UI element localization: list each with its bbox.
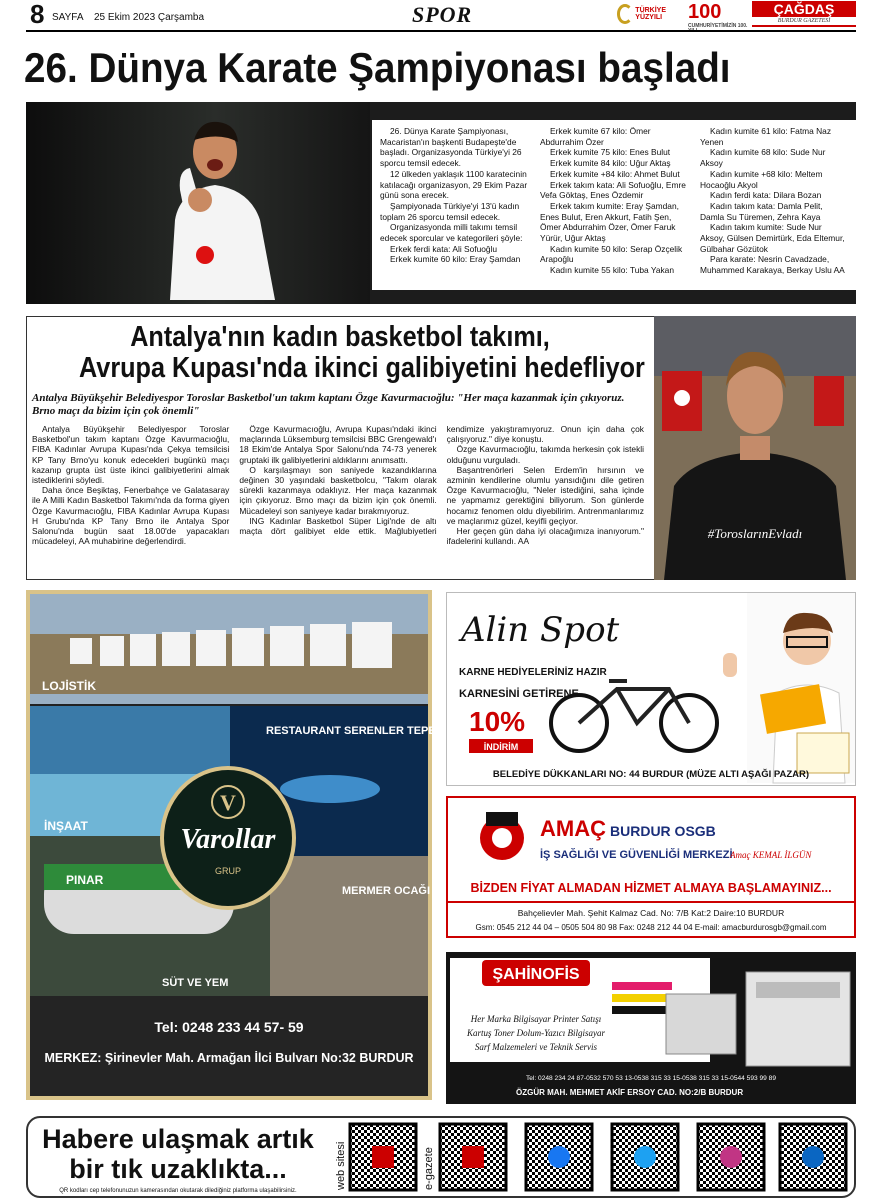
instagram-icon: [720, 1146, 742, 1168]
karate-paragraph: Erkek kumite 84 kilo: Uğur Aktaş: [550, 158, 671, 169]
page-number: 8: [30, 0, 45, 29]
karate-paragraph: Kadın kumite 55 kilo: Tuba Yakan: [550, 265, 674, 276]
varollar-logo-name: Varollar: [180, 824, 276, 855]
alin-line2: KARNESİNİ GETİRENE: [459, 688, 579, 700]
sahin-brand: ŞAHİNOFİS: [492, 966, 580, 983]
centenary-sub: CUMHURİYETİMİZİN 100.: [688, 23, 748, 29]
basketball-player-photo: [654, 316, 856, 580]
karate-paragraph: Kadın takım kumite: Sude Nur Aksoy, Gülsen Demirtürk, Eda Eltemur, Gülbahar Gözütok: [700, 222, 845, 254]
varollar-ad: [26, 590, 447, 1100]
karate-paragraph: 26. Dünya Karate Şampiyonası, Macaristan'ın başkenti Budapeşte'de başladı. Organizasyonda Türkiye'yi 26 sporcu temsil edecek.: [380, 126, 522, 169]
qr-code-instagram[interactable]: [698, 1124, 764, 1190]
karate-body-text: [372, 120, 856, 290]
jersey-text: #ToroslarınEvladı: [707, 526, 803, 541]
karate-athlete-figure: [150, 110, 280, 300]
amac-slogan: BİZDEN FİYAT ALMADAN HİZMET ALMAYA BAŞLAMAYINIZ...: [470, 881, 832, 895]
karate-paragraph: Kadın kumite 61 kilo: Fatma Naz Yenen: [700, 126, 832, 147]
amac-osgb-ad: [446, 796, 856, 938]
sahin-line3: Sarf Malzemeleri ve Teknik Servis: [474, 1042, 598, 1052]
karate-paragraph: Erkek ferdi kata: Ali Sofuoğlu: [390, 243, 498, 254]
basketball-paragraph: Başantrenörleri Selen Erdem'in hırsının ve azminin kendilerine olumlu yansıdığını dile getiren Özge Kavurmacıoğlu, "Neler istediğini, saha içinde ne yapmamız gerektiğini biliyorum. Son günlerde hocamız fenomen oldu diyebilirim. Antrenmanlarımız ve maçlarımız güzel, keyifli geçiyor.: [446, 464, 644, 526]
alin-discount: 10%: [469, 706, 526, 737]
basketball-paragraph: O karşılaşmayı son saniyede kazandıklarına değinen 30 yaşındaki basketbolcu, "Takım olarak sürekli kazanmaya odaklıyız. Her maça kazanmak için çıkıyoruz. Brno maçı da bizim için çok önemli. Mücadeleyi son saniyeye kadar bırakmıyoruz.: [239, 464, 437, 516]
qr-promo-art: [28, 1118, 854, 1196]
alin-spot-ad: [446, 592, 856, 786]
amac-owner: Amaç KEMAL İLGÜN: [730, 850, 812, 860]
qr-code-facebook[interactable]: [526, 1124, 592, 1190]
facebook-icon: [548, 1146, 570, 1168]
amac-brand: AMAÇ: [540, 816, 606, 841]
basketball-paragraph: Her geçen gün daha iyi olacağımıza inanıyorum." ifadelerini kullandı. AA: [446, 526, 644, 547]
centenary-logo: [688, 0, 748, 28]
karate-headline: 26. Dünya Karate Şampiyonası başladı: [24, 44, 731, 91]
linkedin-icon: [802, 1146, 824, 1168]
basketball-headline-line2: Avrupa Kupası'nda ikinci galibiyetini hedefliyor: [79, 352, 645, 384]
karate-paragraph: Erkek kumite +84 kilo: Ahmet Bulut: [550, 168, 680, 179]
alin-title: Alin Spot: [461, 610, 620, 650]
varollar-logo-group: GRUP: [214, 866, 242, 876]
issue-date: 25 Ekim 2023 Çarşamba: [94, 12, 205, 23]
twitter-icon: [634, 1146, 656, 1168]
turkiye-yuzyili-logo: [617, 2, 679, 26]
karate-paragraph: Kadın kumite +68 kilo: Meltem Hocaoğlu Akyol: [700, 168, 823, 190]
alin-address: BELEDİYE DÜKKANLARI NO: 44 BURDUR (MÜZE ALTI AŞAĞI PAZAR): [492, 769, 810, 780]
sahinofis-art: [446, 952, 856, 1104]
basketball-paragraph: ING Kadınlar Basketbol Süper Ligi'nde de altı maçta dört galibiyet elde ettik. Mağlubiyetleri kendimize yakıştıramıyoruz. Onun için daha çok çalışıyoruz." diye konuştu.: [239, 424, 644, 537]
karate-paragraph: Erkek kumite 67 kilo: Ömer Abdurrahim Özer: [540, 126, 651, 147]
qr-note: QR kodları cep telefonunuzun kamerasından okutarak dilediğiniz platforma ulaşabilirsiniz.: [59, 1188, 297, 1194]
alin-spot-art: [447, 593, 855, 785]
karate-paragraph: Organizasyonda milli takımı temsil edecek sporcular ve kategorileri şöyle:: [380, 222, 523, 244]
sahin-line2: Kartuş Toner Dolum-Yazıcı Bilgisayar: [466, 1028, 606, 1038]
section-title: SPOR: [412, 2, 473, 27]
header-rule: [26, 30, 856, 32]
karate-paragraph: Kadın kumite 50 kilo: Serap Özçelik Arapoğlu: [540, 243, 683, 265]
karate-paragraph: Erkek takım kumite: Eray Şamdan, Enes Bulut, Eren Akkurt, Fatih Şen, Ömer Abdurrahim Özer, Ömer Faruk Yürür, Uğur Aktaş: [540, 200, 679, 244]
amac-osgb-art: [448, 798, 854, 936]
turkiye-yuzyili-text: TÜRKİYE YÜZYILI: [635, 7, 667, 21]
basketball-paragraph: Daha önce Beşiktaş, Fenerbahçe ve Galatasaray ile A Milli Kadın Basketbol Takımı'nda da forma giyen Özge Kavurmacıoğlu, FIBA Kadınlar Avrupa Kupası H Grubu'nda KP Tany Brno ile Antalya Spor Salonu'nda bugün saat 18.00'de yapacakları mücadeleyi, AA muhabirine değerlendirdi.: [32, 485, 230, 547]
qr-label-web: web sitesi: [335, 1141, 347, 1190]
karate-paragraph: Kadın takım kata: Damla Pelit, Damla Su Türemen, Zehra Kaya: [700, 200, 823, 222]
sahinofis-ad: [446, 952, 856, 1104]
paper-name: ÇAĞDAŞ: [773, 1, 835, 17]
alin-line1: KARNE HEDİYELERİNİZ HAZIR: [459, 667, 607, 678]
qr-line1: Habere ulaşmak artık: [42, 1124, 314, 1154]
centenary-number: 100: [688, 1, 722, 23]
qr-promo-bar: [26, 1116, 856, 1198]
alin-discount-sub: İNDİRİM: [483, 742, 519, 752]
amac-brand-city: BURDUR OSGB: [610, 823, 716, 839]
varollar-phone: Tel: 0248 233 44 57- 59: [154, 1019, 304, 1035]
basketball-body-text: [32, 424, 644, 574]
sahin-address: ÖZGÜR MAH. MEHMET AKİF ERSOY CAD. NO:2/B BURDUR: [516, 1088, 744, 1097]
basketball-subheadline: Antalya Büyükşehir Belediyespor Toroslar Basketbol'un takım kaptanı Özge Kavurmacıoğlu: "Her maça kazanmak için çıkıyoruz. Brno maçı da bizim için çok önemli": [32, 392, 625, 417]
karate-paragraph: Kadın kumite 68 kilo: Sude Nur Aksoy: [700, 147, 826, 169]
label-marble: MERMER OCAĞI: [342, 885, 430, 897]
basketball-paragraph: Özge Kavurmacıoğlu, Avrupa Kupası'ndaki ikinci maçlarında Lüksemburg temsilcisi BBC Grengewald'ı 18 Ekim'de Antalya Spor Salonu'nda 74-73 yenerek gruptaki ilk galibiyetlerini aldıklarını anımsattı.: [239, 424, 437, 465]
truck-brand: PINAR: [66, 873, 104, 887]
qr-code-web[interactable]: [350, 1124, 416, 1190]
label-logistics: LOJİSTİK: [42, 679, 97, 693]
qr-code-linkedin[interactable]: [780, 1124, 846, 1190]
newspaper-logo: [752, 1, 856, 27]
varollar-logo-letter: V: [220, 790, 236, 815]
basketball-headline-line1: Antalya'nın kadın basketbol takımı,: [130, 321, 550, 353]
karate-paragraph: Erkek kumite 60 kilo: Eray Şamdan: [390, 254, 521, 265]
basketball-paragraph: Özge Kavurmacıoğlu, takımda herkesin çok istekli olduğunu vurguladı.: [446, 444, 644, 465]
karate-paragraph: Erkek takım kata: Ali Sofuoğlu, Emre Vefa Göktaş, Enes Özdemir: [540, 179, 686, 201]
karate-paragraph: Erkek kumite 75 kilo: Enes Bulut: [550, 147, 671, 158]
qr-code-twitter[interactable]: [612, 1124, 678, 1190]
basketball-paragraph: Antalya Büyükşehir Belediyespor Toroslar Basketbol'un takım kaptanı Özge Kavurmacıoğlu, FIBA Kadınlar Avrupa Kupası'nda Çekya temsilcisi KP Tany Brno'yu konuk edecekleri bugünkü maçı kazanıp grupta üst üste ikinci galibiyetlerini almak istediklerini söyledi.: [32, 424, 230, 486]
label-milk: SÜT VE YEM: [162, 977, 229, 989]
basketball-headline: [40, 321, 645, 384]
sahin-phone: Tel: 0248 234 24 87-0532 570 53 13-0538 315 33 15-0538 315 33 15-0544 593 99 89: [525, 1075, 777, 1082]
amac-address: Bahçelievler Mah. Şehit Kalmaz Cad. No: 7/B Kat:2 Daire:10 BURDUR: [517, 908, 785, 918]
sahin-line1: Her Marka Bilgisayar Printer Satışı: [470, 1014, 602, 1024]
amac-contact: Gsm: 0545 212 44 04 – 0505 504 80 98 Fax: 0248 212 44 04 E-mail: amacburdurosgb@gmail.com: [475, 923, 827, 932]
crescent-icon: [617, 4, 633, 24]
karate-paragraph: Para karate: Nesrin Cavadzade, Muhammed Karakaya, Berkay Uslu AA: [700, 254, 845, 276]
karate-paragraph: Kadın ferdi kata: Dilara Bozan: [710, 190, 822, 201]
label-restaurant: RESTAURANT SERENLER TEPESİ: [266, 725, 447, 737]
paper-sub: BURDUR GAZETESİ: [752, 17, 856, 25]
varollar-ad-art: [30, 594, 447, 1096]
varollar-address: MERKEZ: Şirinevler Mah. Armağan İlci Bulvarı No:32 BURDUR: [44, 1051, 414, 1065]
qr-line2: bir tık uzaklıkta...: [69, 1154, 287, 1184]
qr-label-egazete: e-gazete: [423, 1147, 435, 1190]
amac-subtitle: İŞ SAĞLIĞI VE GÜVENLİĞİ MERKEZİ: [540, 849, 733, 861]
page-label: SAYFA: [52, 12, 84, 23]
label-construction: İNŞAAT: [44, 819, 88, 833]
qr-code-egazete[interactable]: [440, 1124, 506, 1190]
karate-paragraph: 12 ülkeden yaklaşık 1100 karatecinin katılacağı organizasyon, 29 Ekim Pazar günü sona erecek.: [380, 168, 528, 201]
karate-paragraph: Şampiyonada Türkiye'yi 13'ü kadın toplam 26 sporcu temsil edecek.: [380, 200, 520, 222]
